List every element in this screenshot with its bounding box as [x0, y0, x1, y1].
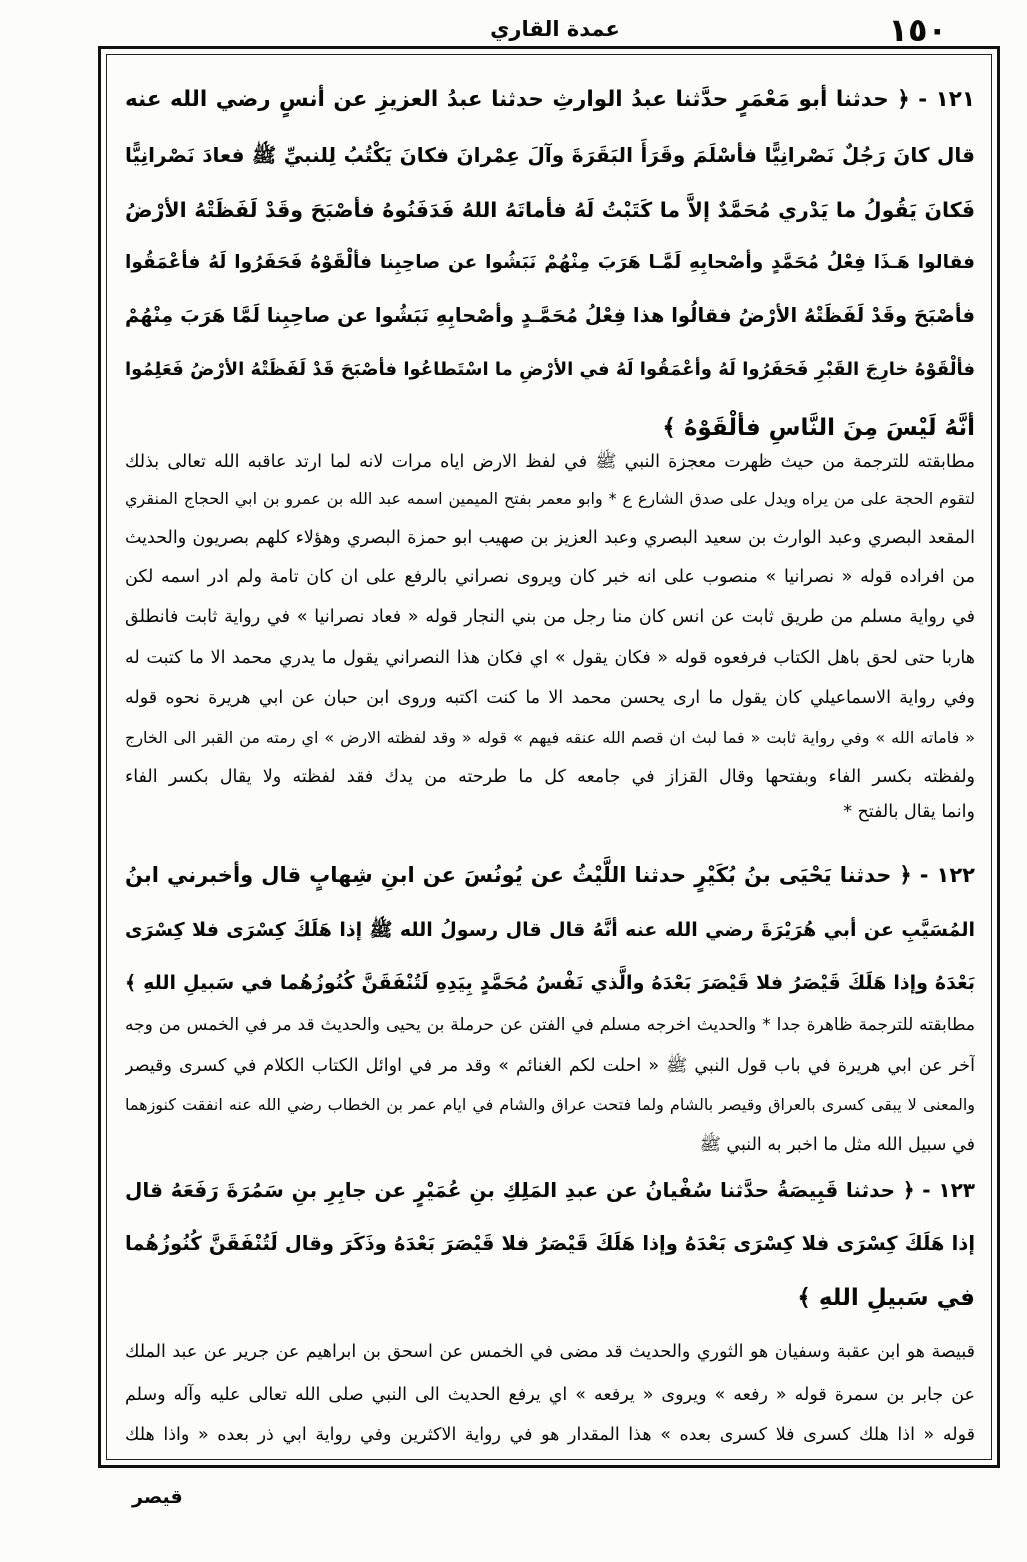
commentary-line: من افراده قوله « نصرانيا » منصوب على انه خبر كان ويروى نصراني بالرفع على ان كان تامة ولم ادر اسمه لكن: [125, 567, 975, 587]
commentary-line: عن جابر بن سمرة قوله « رفعه » ويروى « يرفعه » اي يرفع الحديث الى النبي صلى الله تعالى عليه وآله وسلم: [125, 1385, 975, 1405]
page-number: ١٥٠: [888, 11, 947, 49]
commentary-line: والمعنى لا يبقى كسرى بالعراق وقيصر بالشام ولما فتحت عراق والشام في ايام عمر بن الخطاب رضي الله عنه انفقت كنوزهما: [125, 1095, 975, 1114]
commentary-line: المقعد البصري وعبد الوارث بن سعيد البصري وعبد العزيز بن صهيب ابو حمزة البصري وهؤلاء كلهم بصريون والحديث: [125, 528, 975, 548]
commentary-line: مطابقته للترجمة من حيث ظهرت معجزة النبي ﷺ في لفظ الارض اياه مرات لانه لما ارتد عاقبه الله تعالى بذلك: [125, 452, 975, 472]
hadith-text-line: قال كانَ رَجُلٌ نَصْرانِيًّا فأسْلَمَ وقَرَأَ البَقَرَةَ وآلَ عِمْرانَ فكانَ يَكْتُبُ لِلنبيِّ ﷺ فعادَ نَصْرانِيًّا: [125, 143, 975, 167]
commentary-line: آخر عن ابي هريرة في باب قول النبي ﷺ « احلت لكم الغنائم » وقد مر في اوائل الكتاب الكلام في كسرى وقيصر: [125, 1056, 975, 1076]
commentary-line: في رواية مسلم من طريق ثابت عن انس كان منا رجل من بني النجار قوله « فعاد نصرانيا » في رواية ثابت فانطلق: [125, 607, 975, 627]
running-title: عمدة القاري: [490, 17, 620, 41]
commentary-line: ولفظته بكسر الفاء وبفتحها وقال القزاز في جامعه كل ما طرحته من يدك فقد لفظته ولا يقال بكسر الفاء: [125, 767, 975, 787]
commentary-line: هاربا حتى لحق باهل الكتاب فرفعوه قوله « فكان يقول » اي فكان هذا النصراني يقول ما يدري محمد الا ما كتبت له: [125, 648, 975, 668]
commentary-line: وانما يقال بالفتح *: [843, 802, 975, 822]
hadith-text-line: فقالوا هَـذَا فِعْلُ مُحَمَّدٍ وأصْحابِهِ لَمَّـا هَرَبَ مِنْهُمْ نَبَشُوا عن صاحِبِنا فألْقَوْهُ فَحَفَرُوا لَهُ فأعْمَقُوا: [125, 252, 975, 273]
hadith-text-line: في سَبيلِ اللهِ ﴾: [797, 1285, 975, 1311]
hadith-text-line: المُسَيَّبِ عن أبي هُرَيْرَةَ رضي الله عنه أنَّهُ قال قال رسولُ الله ﷺ إذا هَلَكَ كِسْرَى فلا كِسْرَى: [125, 919, 975, 941]
hadith-text-line: ١٢٢ - ﴿ حدثنا يَحْيَى بنُ بُكَيْرٍ حدثنا اللَّيْثُ عن يُونُسَ عن ابنِ شِهابٍ قال وأخبرني ابنُ: [125, 863, 975, 887]
commentary-line: قبيصة هو ابن عقبة وسفيان هو الثوري والحديث قد مضى في الخمس عن اسحق بن ابراهيم عن جرير عن عبد الملك: [125, 1342, 975, 1362]
hadith-text-line: فألْقَوْهُ خارِجَ القَبْرِ فَحَفَرُوا لَهُ وأعْمَقُوا لَهُ في الأرْضِ ما اسْتَطاعُوا فأصْبَحَ قَدْ لَفَظَتْهُ الأرْضُ فَعَلِمُوا: [125, 359, 975, 380]
hadith-text-line: أنَّهُ لَيْسَ مِنَ النَّاسِ فألْقَوْهُ ﴾: [662, 415, 975, 441]
hadith-text-line: فَكانَ يَقُولُ ما يَدْري مُحَمَّدٌ إلاَّ ما كَتَبْتُ لَهُ فأماتَهُ اللهُ فَدَفَنُوهُ فأصْبَحَ وقَدْ لَفَظَتْهُ الأرْضُ: [125, 198, 975, 222]
commentary-line: قوله « اذا هلك كسرى فلا كسرى بعده » هذا المقدار هو في رواية الاكثرين وفي رواية ابي ذر بعده « واذا هلك: [125, 1425, 975, 1445]
hadith-text-line: ١٢٣ - ﴿ حدثنا قَبِيصَةُ حدَّثنا سُفْيانُ عن عبدِ المَلِكِ بنِ عُمَيْرٍ عن جابِرِ بنِ سَمُرَةَ رَفَعَهُ قال: [125, 1178, 975, 1202]
commentary-line: « فاماته الله » وفي رواية ثابت « فما لبث ان قصم الله عنقه فيهم » قوله « وقد لفظته الارض » اي رمته من القبر الى الخارج: [125, 728, 975, 747]
hadith-text-line: بَعْدَهُ وإذا هَلَكَ قَيْصَرُ فلا قَيْصَرَ بَعْدَهُ والَّذي نَفْسُ مُحَمَّدٍ بِيَدِهِ لَتُنْفَقَنَّ كُنُوزُهُما في سَبيلِ اللهِ ﴾: [125, 972, 975, 994]
hadith-text-line: إذا هَلَكَ كِسْرَى فلا كِسْرَى بَعْدَهُ وإذا هَلَكَ قَيْصَرُ فلا قَيْصَرَ بَعْدَهُ وذَكَرَ وقال لَتُنْفَقَنَّ كُنُوزُهُما: [125, 1232, 975, 1255]
commentary-line: في سبيل الله مثل ما اخبر به النبي ﷺ: [699, 1135, 975, 1155]
commentary-line: مطابقته للترجمة ظاهرة جدا * والحديث اخرجه مسلم في الفتن عن حرملة بن يحيى والحديث قد مر في الخمس من وجه: [125, 1015, 975, 1035]
hadith-text-line: فأصْبَحَ وقَدْ لَفَظَتْهُ الأرْضُ فقالُوا هذا فِعْلُ مُحَمَّـدٍ وأصْحابِهِ نَبَشُوا عن صاحِبِنا لَمَّا هَرَبَ مِنْهُمْ: [125, 304, 975, 327]
commentary-line: لتقوم الحجة على من يراه ويدل على صدق الشارع ع * وابو معمر بفتح الميمين اسمه عبد الله بن عمرو بن ابي الحجاج المنقري: [125, 489, 975, 508]
catchword: قيصر: [132, 1486, 183, 1508]
hadith-text-line: ١٢١ - ﴿ حدثنا أبو مَعْمَرٍ حدَّثنا عبدُ الوارثِ حدثنا عبدُ العزيزِ عن أنسٍ رضي الله عنه: [125, 87, 975, 112]
commentary-line: وفي رواية الاسماعيلي كان يقول ما ارى يحسن محمد الا ما كنت اكتبه وروى ابن حبان عن ابي هريرة نحوه قوله: [125, 688, 975, 708]
